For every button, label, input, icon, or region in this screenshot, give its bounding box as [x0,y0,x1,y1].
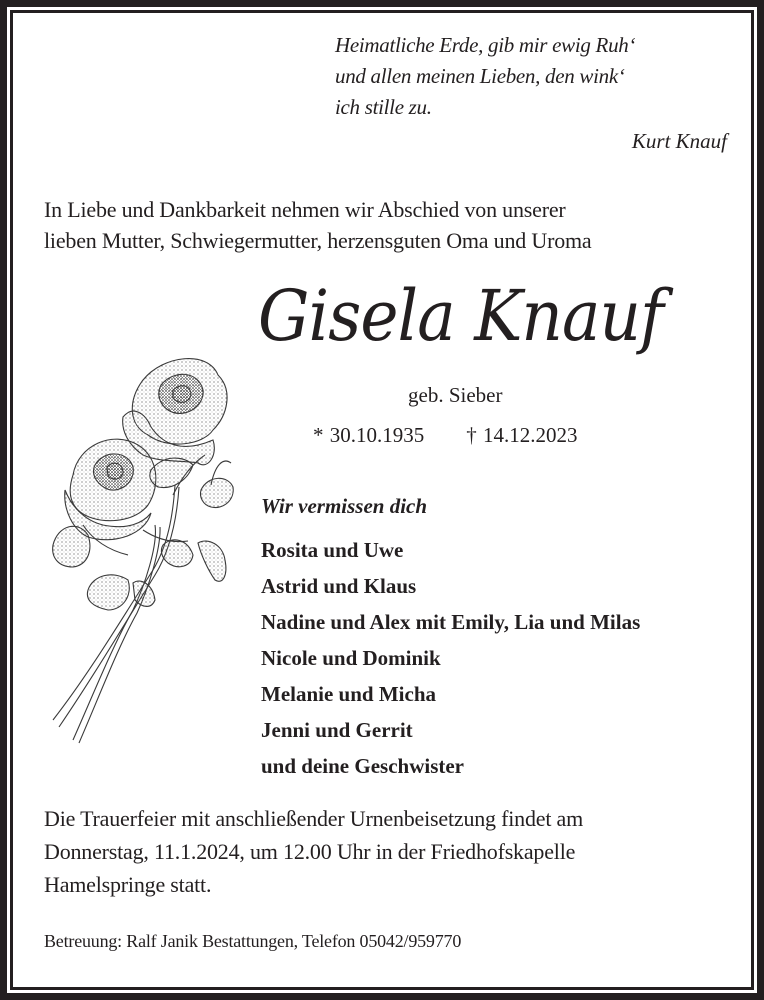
quote-line: Heimatliche Erde, gib mir ewig Ruh‘ [335,33,636,57]
funeral-home-contact: Betreuung: Ralf Janik Bestattungen, Telefon 05042/959770 [44,931,462,951]
death-date: † 14.12.2023 [466,423,578,447]
quote-author: Kurt Knauf [631,129,727,153]
birth-date: * 30.10.1935 [313,423,425,447]
quote-line: ich stille zu. [335,95,432,119]
mourners-heading: Wir vermissen dich [261,494,428,518]
mourner-entry: Nadine und Alex mit Emily, Lia und Milas [261,610,641,634]
ceremony-line: Die Trauerfeier mit anschließender Urnenbeisetzung findet am [44,806,584,831]
quote-line: und allen meinen Lieben, den wink‘ [335,64,625,88]
mourner-entry: Nicole und Dominik [261,646,441,670]
mourner-entry: Astrid und Klaus [261,574,417,598]
deceased-name: Gisela Knauf [258,275,663,357]
mourner-entry: und deine Geschwister [261,754,465,778]
intro-line: In Liebe und Dankbarkeit nehmen wir Abschied von unserer [44,197,566,222]
maiden-name: geb. Sieber [408,383,503,407]
obituary-notice [13,13,751,987]
mourner-entry: Jenni und Gerrit [261,718,413,742]
life-dates [313,423,578,448]
intro-line: lieben Mutter, Schwiegermutter, herzensguten Oma und Uroma [44,228,592,253]
ceremony-line: Hamelspringe statt. [44,872,212,897]
intro-text [44,194,591,256]
ceremony-line: Donnerstag, 11.1.2024, um 12.00 Uhr in der Friedhofskapelle [44,839,576,864]
rose-sketch-icon [33,345,258,745]
mourner-entry: Melanie und Micha [261,682,437,706]
ceremony-info [44,802,583,901]
mourner-entry: Rosita und Uwe [261,538,404,562]
mourners-list [261,532,640,784]
